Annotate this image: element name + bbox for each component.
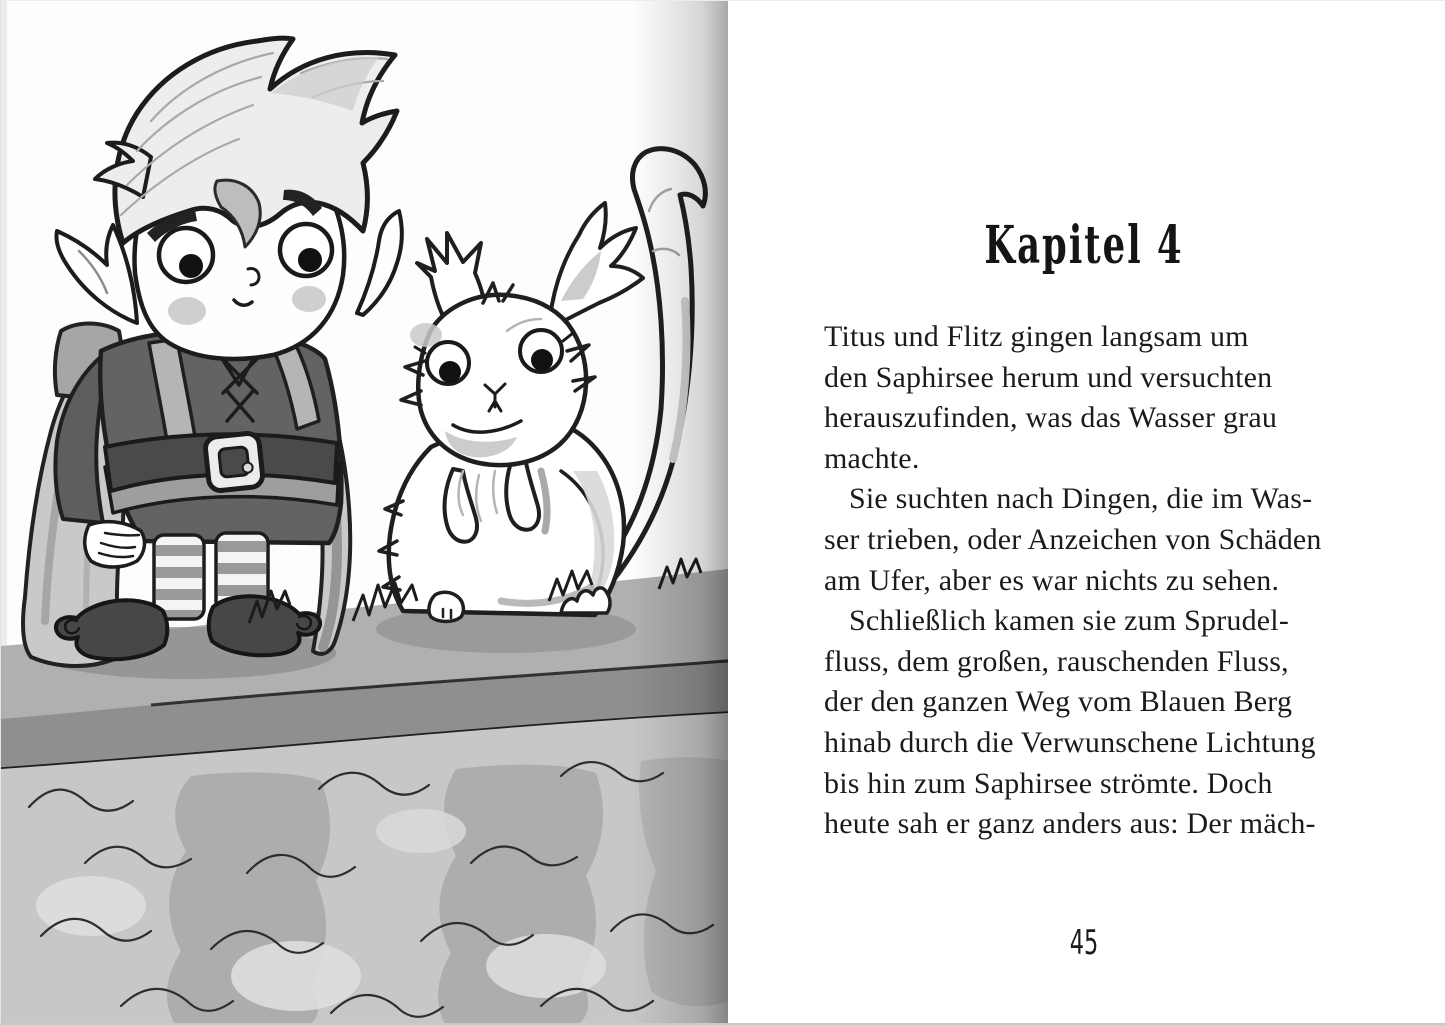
- text-line: bis hin zum Saphirsee strömte. Doch: [824, 766, 1273, 800]
- illustration-elf-and-cat: [1, 1, 728, 1025]
- page-number: 45: [1069, 923, 1099, 963]
- text-line: herauszufinden, was das Wasser grau: [824, 401, 1278, 435]
- text-line: machte.: [824, 441, 920, 475]
- blush: [168, 297, 206, 325]
- text-line: Sie suchten nach Dingen, die im Was-: [849, 482, 1313, 516]
- text-line: heute sah er ganz anders aus: Der mäch-: [824, 807, 1316, 841]
- text-line: Titus und Flitz gingen langsam um: [824, 320, 1249, 353]
- body-text: [824, 317, 1348, 845]
- text-line: der den ganzen Weg vom Blauen Berg: [824, 685, 1293, 719]
- text-line: fluss, dem großen, rauschenden Fluss,: [824, 644, 1289, 678]
- illustration-page: [1, 1, 728, 1025]
- blush: [292, 286, 326, 312]
- text-line: ser trieben, oder Anzeichen von Schäden: [824, 522, 1322, 556]
- text-page: [728, 1, 1445, 1025]
- text-line: am Ufer, aber es war nichts zu sehen.: [824, 563, 1280, 597]
- belt-buckle: [204, 432, 263, 491]
- page-gutter-shading: [631, 1, 728, 1025]
- cat-paw: [429, 592, 463, 621]
- hand: [85, 522, 145, 567]
- text-line: Schließlich kamen sie zum Sprudel-: [849, 604, 1290, 638]
- text-line: hinab durch die Verwunschene Lichtung: [824, 725, 1316, 759]
- chapter-heading: Kapitel 4: [984, 215, 1184, 276]
- text-line: den Saphirsee herum und versuchten: [824, 360, 1273, 394]
